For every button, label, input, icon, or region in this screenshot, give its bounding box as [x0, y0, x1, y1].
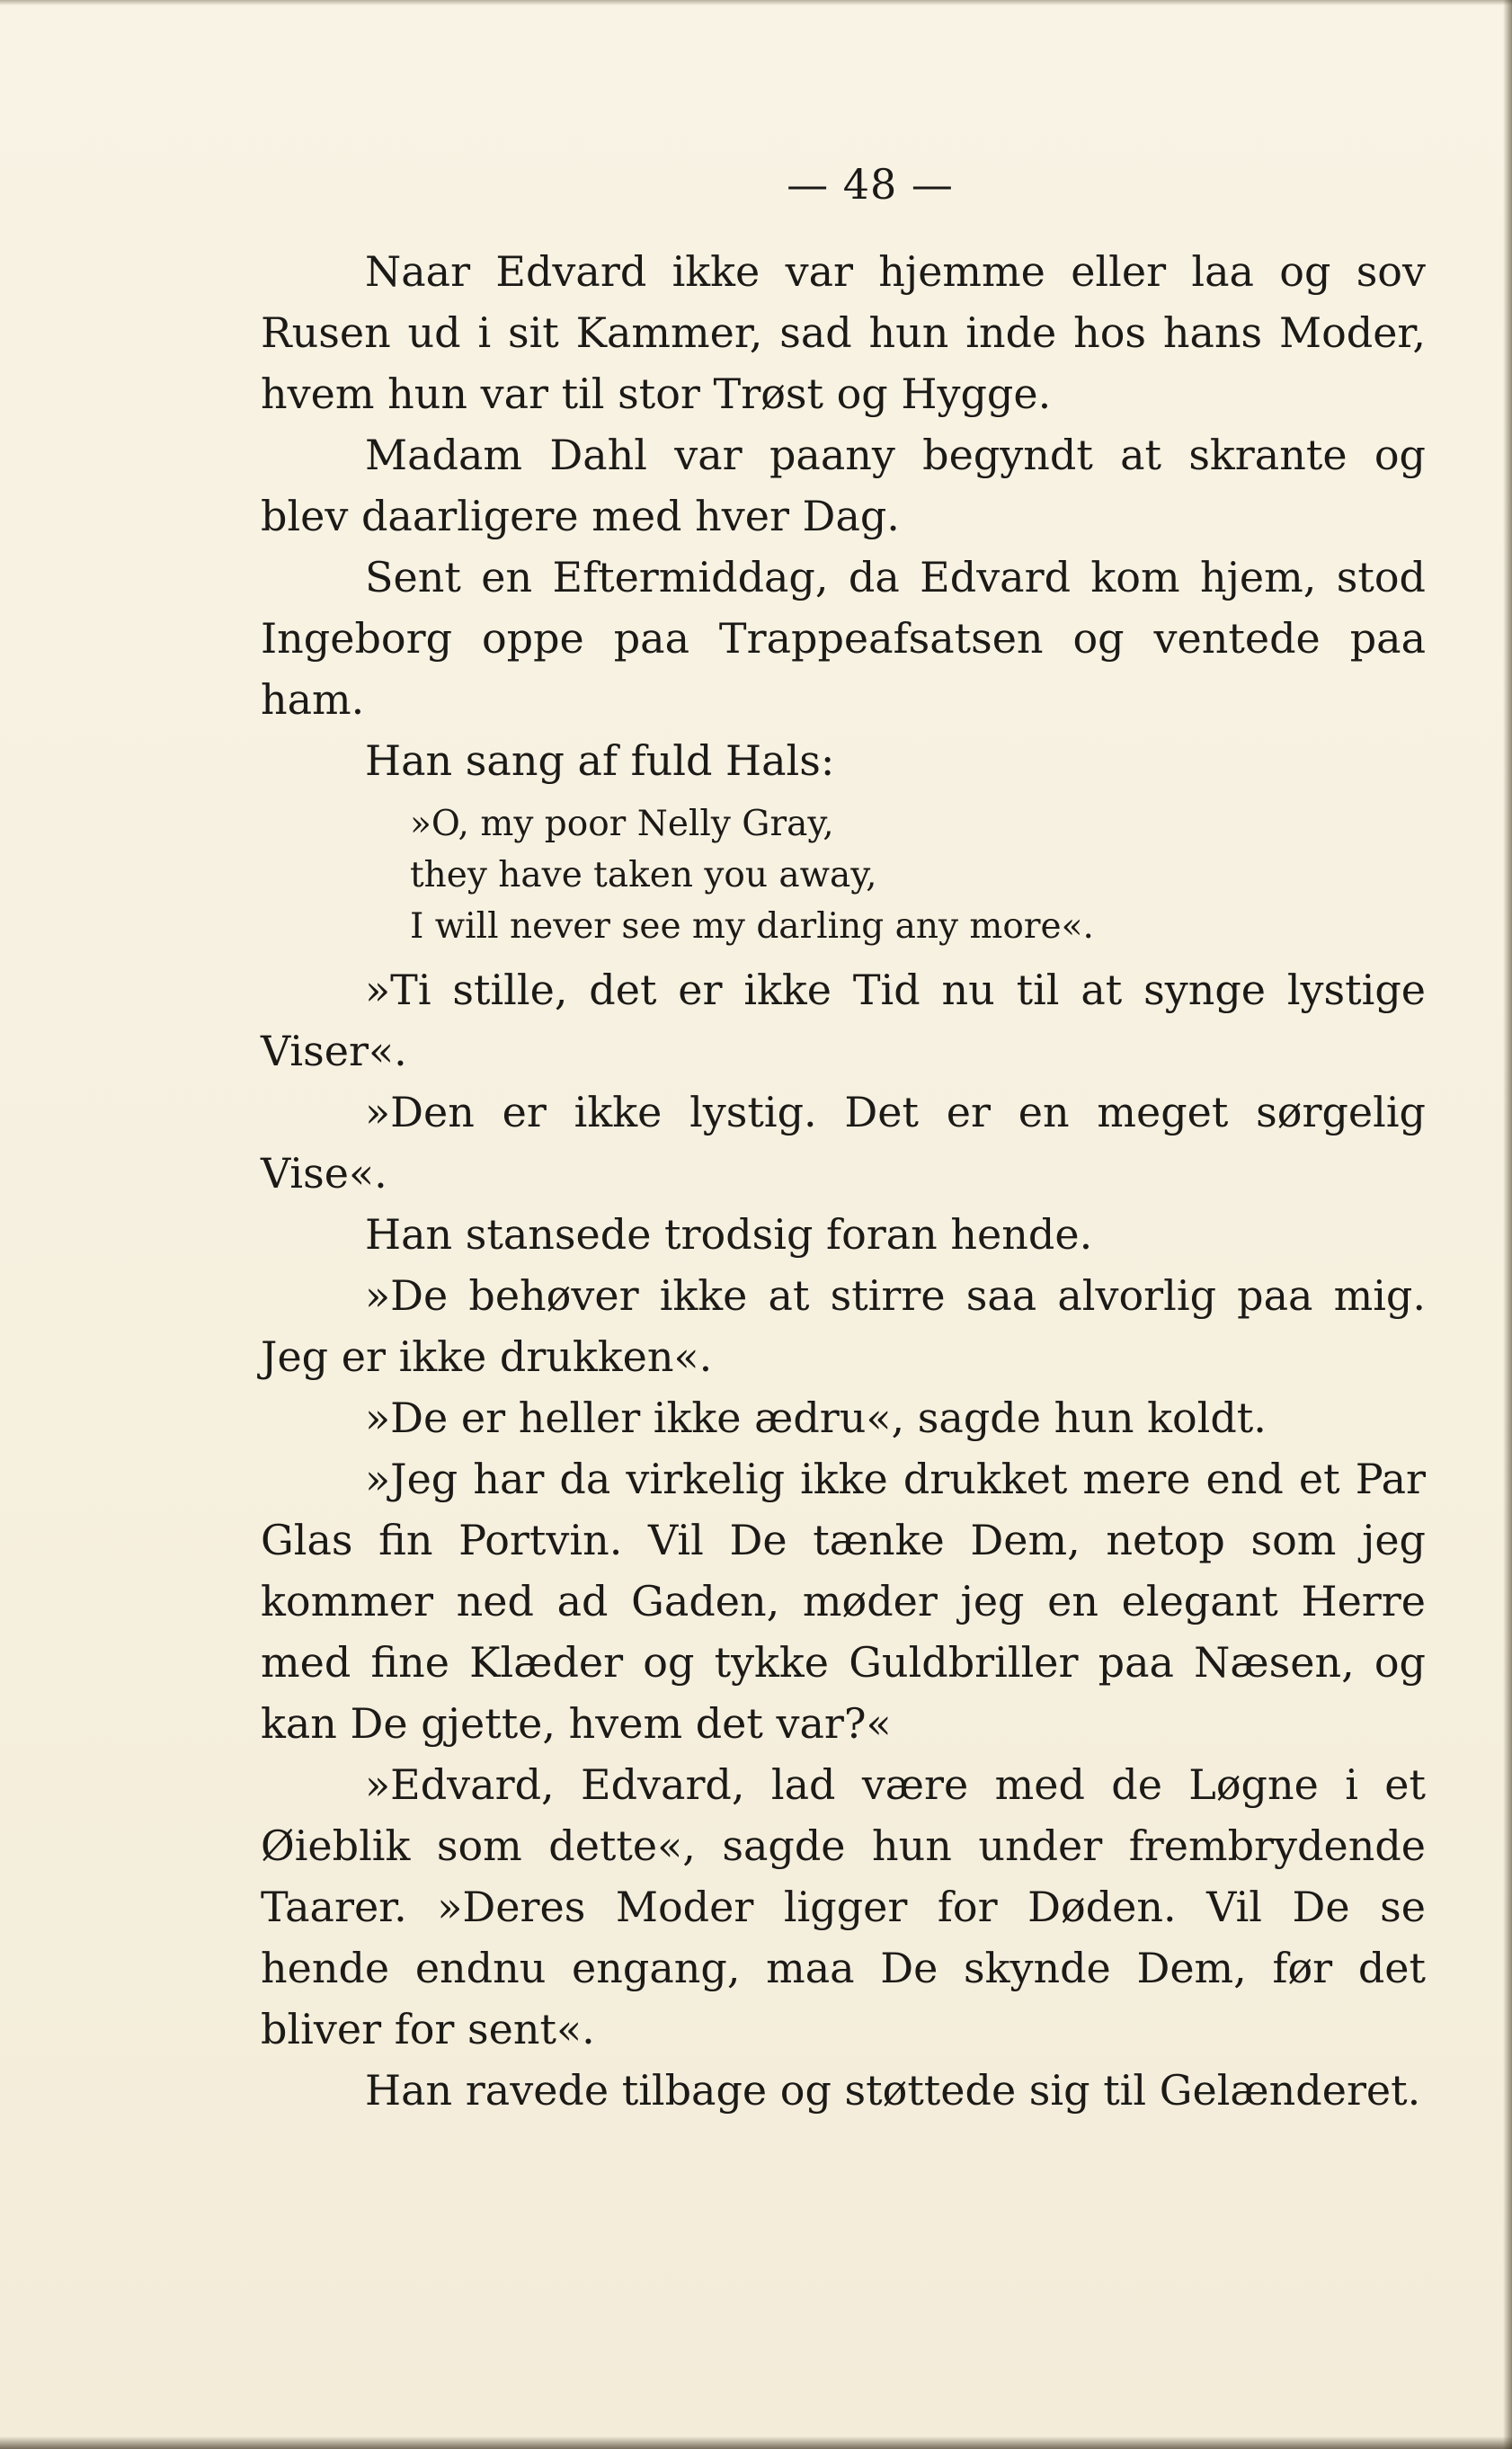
page-right-edge-shadow [1503, 0, 1512, 2449]
page-top-edge-shadow [0, 0, 1512, 5]
paragraph: Han sang af fuld Hals: [365, 736, 835, 785]
paragraph: Madam Dahl var paany begyndt at skrante og blev daarligere med hver Dag. [261, 431, 1426, 540]
paragraph: »De behøver ikke at stirre saa alvorlig paa mig. Jeg er ikke drukken«. [261, 1271, 1426, 1381]
page-bottom-edge-shadow [0, 2436, 1512, 2449]
paragraph: »Den er ikke lystig. Det er en meget sørgelig Vise«. [261, 1088, 1426, 1198]
paragraph: Han stansede trodsig foran hende. [365, 1210, 1093, 1259]
paragraph: Sent en Eftermiddag, da Edvard kom hjem, stod Ingeborg oppe paa Trappeafsatsen og ventede paa ham. [261, 553, 1426, 724]
paragraph: Han ravede tilbage og støttede sig til Gelænderet. [365, 2066, 1421, 2115]
paragraph: »De er heller ikke ædru«, sagde hun koldt. [365, 1394, 1267, 1442]
verse-line: »O, my poor Nelly Gray, [410, 804, 834, 844]
paragraph: Naar Edvard ikke var hjemme eller laa og sov Rusen ud i sit Kammer, sad hun inde hos hans Moder, hvem hun var til stor Trøst og Hygge. [261, 247, 1426, 418]
verse-line: they have taken you away, [410, 855, 877, 895]
paragraph: »Ti stille, det er ikke Tid nu til at synge lystige Viser«. [261, 966, 1426, 1075]
song-verse [410, 798, 1426, 952]
paragraph: »Edvard, Edvard, lad være med de Løgne i et Øieblik som dette«, sagde hun under frembrydende Taarer. »Deres Moder ligger for Døden. Vil De se hende endnu engang, maa De skynde Dem, før det bliver for sent«. [261, 1760, 1426, 2053]
verse-line: I will never see my darling any more«. [410, 906, 1094, 947]
page-number: — 48 — [787, 160, 954, 209]
page-text-block [261, 144, 1426, 2121]
paragraph: »Jeg har da virkelig ikke drukket mere end et Par Glas fin Portvin. Vil De tænke Dem, netop som jeg kommer ned ad Gaden, møder jeg en elegant Herre med fine Klæder og tykke Guldbriller paa Næsen, og kan De gjette, hvem det var?« [261, 1455, 1426, 1748]
